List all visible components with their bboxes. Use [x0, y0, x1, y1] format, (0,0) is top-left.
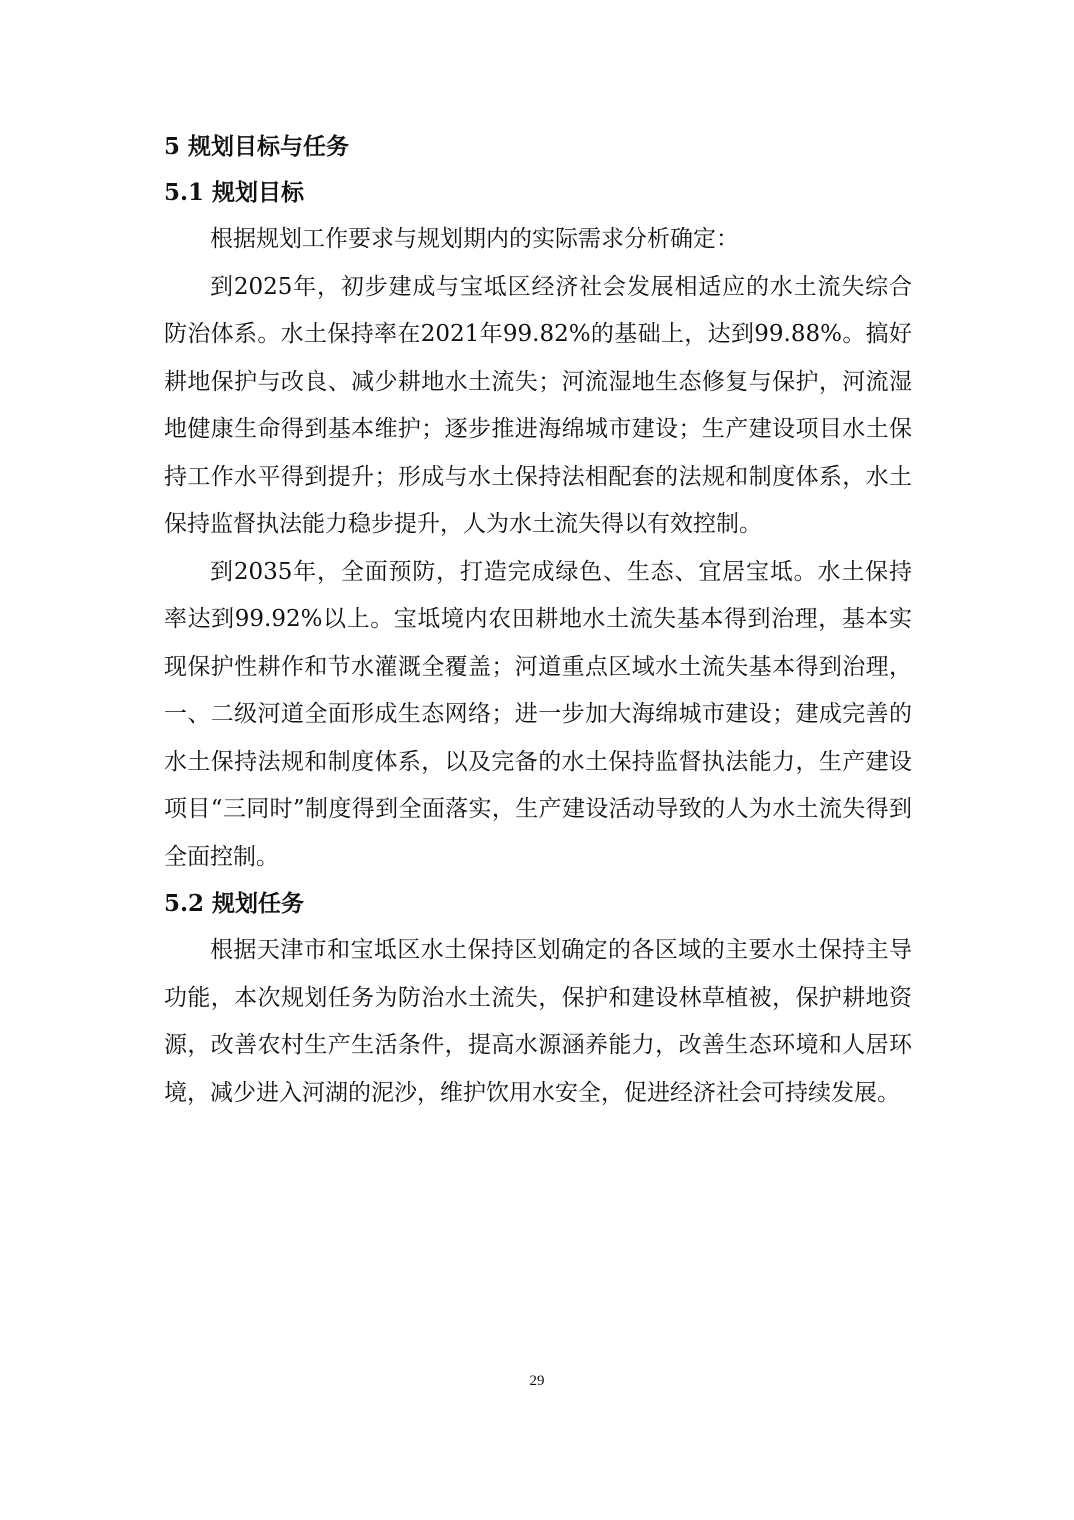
intro-paragraph: 根据规划工作要求与规划期内的实际需求分析确定： — [210, 226, 739, 252]
tasks-paragraph: 根据天津市和宝坻区水土保持区划确定的各区域的主要水土保持主导功能，本次规划任务为防治水土流失，保护和建设林草植被，保护耕地资源，改善农村生产生活条件，提高水源涵养能力，改善生态环境和人居环境，减少进入河湖的泥沙，维护饮用水安全，促进经济社会可持续发展。 — [164, 937, 912, 1106]
goal-2025-paragraph: 到2025年，初步建成与宝坻区经济社会发展相适应的水土流失综合防治体系。水土保持率在2021年99.82%的基础上，达到99.88%。搞好耕地保护与改良、减少耕地水土流失；河流湿地生态修复与保护，河流湿地健康生命得到基本维护；逐步推进海绵城市建设；生产建设项目水土保持工作水平得到提升；形成与水土保持法相配套的法规和制度体系，水土保持监督执法能力稳步提升，人为水土流失得以有效控制。 — [164, 273, 912, 537]
goal-2035-paragraph: 到2035年，全面预防，打造完成绿色、生态、宜居宝坻。水土保持率达到99.92%以上。宝坻境内农田耕地水土流失基本得到治理，基本实现保护性耕作和节水灌溉全覆盖；河道重点区域水土流失基本得到治理，一、二级河道全面形成生态网络；进一步加大海绵城市建设；建成完善的水土保持法规和制度体系，以及完备的水土保持监督执法能力，生产建设项目“三同时”制度得到全面落实，生产建设活动导致的人为水土流失得到全面控制。 — [164, 558, 912, 870]
page-content — [164, 124, 912, 1117]
page-number: 29 — [529, 1373, 545, 1389]
section-heading-tasks: 5.2 规划任务 — [164, 890, 305, 917]
section-heading-goals: 5.1 规划目标 — [164, 179, 305, 206]
chapter-heading: 5 规划目标与任务 — [164, 133, 350, 160]
